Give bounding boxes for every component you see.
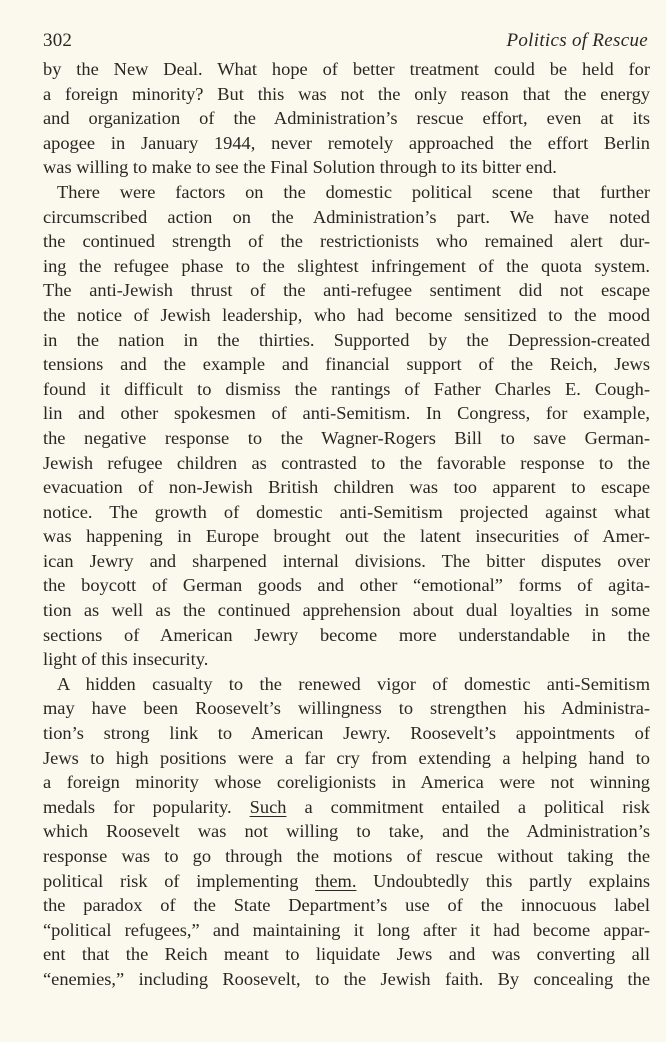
text-line: light of this insecurity. bbox=[43, 649, 209, 670]
text-line: sections of American Jewry become more understandable in the bbox=[43, 624, 650, 645]
line-segment: political risk of implementing bbox=[43, 870, 316, 891]
text-line: The anti-Jewish thrust of the anti-refugee sentiment did not escape bbox=[43, 280, 650, 301]
underlined-word: them. bbox=[315, 870, 357, 891]
line-segment: Undoubtedly this partly explains bbox=[356, 870, 650, 891]
text-line: tion as well as the continued apprehension about dual loyalties in some bbox=[43, 600, 650, 621]
text-line: by the New Deal. What hope of better treatment could be held for bbox=[43, 59, 650, 79]
text-line: evacuation of non-Jewish British children was too apparent to escape bbox=[43, 477, 650, 498]
text-line: There were factors on the domestic political scene that further bbox=[57, 181, 650, 202]
text-line: the paradox of the State Department’s use of the innocuous label bbox=[43, 895, 650, 916]
text-line: “enemies,” including Roosevelt, to the Jewish faith. By concealing the bbox=[43, 968, 650, 989]
text-line: a foreign minority whose coreligionists in America were not winning bbox=[43, 772, 650, 793]
text-line: apogee in January 1944, never remotely approached the effort Berlin bbox=[43, 132, 650, 153]
text-line: tion’s strong link to American Jewry. Roosevelt’s appointments of bbox=[43, 723, 650, 744]
text-line: the notice of Jewish leadership, who had become sensitized to the mood bbox=[43, 304, 650, 325]
text-line: Jews to high positions were a far cry from extending a helping hand to bbox=[43, 747, 650, 768]
text-line: was willing to make to see the Final Solution through to its bitter end. bbox=[43, 157, 557, 178]
text-line: ican Jewry and sharpened internal divisions. The bitter disputes over bbox=[43, 550, 650, 571]
text-line: tensions and the example and financial support of the Reich, Jews bbox=[43, 354, 650, 375]
text-line: the continued strength of the restrictionists who remained alert dur- bbox=[43, 231, 650, 252]
text-line: ent that the Reich meant to liquidate Jews and was converting all bbox=[43, 944, 650, 965]
text-line: may have been Roosevelt’s willingness to strengthen his Administra- bbox=[43, 698, 650, 719]
running-title: Politics of Rescue bbox=[506, 30, 648, 51]
text-line: and organization of the Administration’s rescue effort, even at its bbox=[43, 108, 650, 129]
text-line: the negative response to the Wagner-Rogers Bill to save German- bbox=[43, 427, 650, 448]
line-segment: medals for popularity. bbox=[43, 796, 250, 817]
text-line-with-underline bbox=[43, 869, 650, 894]
text-line: the boycott of German goods and other “emotional” forms of agita- bbox=[43, 575, 650, 596]
text-line: lin and other spokesmen of anti-Semitism. In Congress, for example, bbox=[43, 403, 650, 424]
text-line: “political refugees,” and maintaining it long after it had become appar- bbox=[43, 919, 650, 940]
text-line: response was to go through the motions of rescue without taking the bbox=[43, 846, 650, 866]
body-text bbox=[43, 57, 650, 992]
text-line: notice. The growth of domestic anti-Semitism projected against what bbox=[43, 501, 650, 522]
text-line: circumscribed action on the Administration’s part. We have noted bbox=[43, 206, 650, 227]
text-line: found it difficult to dismiss the rantings of Father Charles E. Cough- bbox=[43, 378, 650, 399]
text-line-with-underline bbox=[43, 795, 650, 820]
text-line: a foreign minority? But this was not the only reason that the energy bbox=[43, 83, 650, 104]
text-line: was happening in Europe brought out the latent insecurities of Amer- bbox=[43, 526, 650, 547]
page-number: 302 bbox=[43, 30, 73, 51]
running-head bbox=[43, 30, 648, 57]
text-line: which Roosevelt was not willing to take, and the Administration’s bbox=[43, 821, 650, 842]
underlined-word: Such bbox=[249, 796, 287, 817]
text-line: Jewish refugee children as contrasted to the favorable response to the bbox=[43, 452, 650, 473]
text-line: A hidden casualty to the renewed vigor of domestic anti-Semitism bbox=[57, 673, 650, 694]
text-line: ing the refugee phase to the slightest infringement of the quota system. bbox=[43, 255, 650, 276]
line-segment: a commitment entailed a political risk bbox=[286, 796, 650, 817]
text-line: in the nation in the thirties. Supported by the Depression-created bbox=[43, 329, 650, 350]
